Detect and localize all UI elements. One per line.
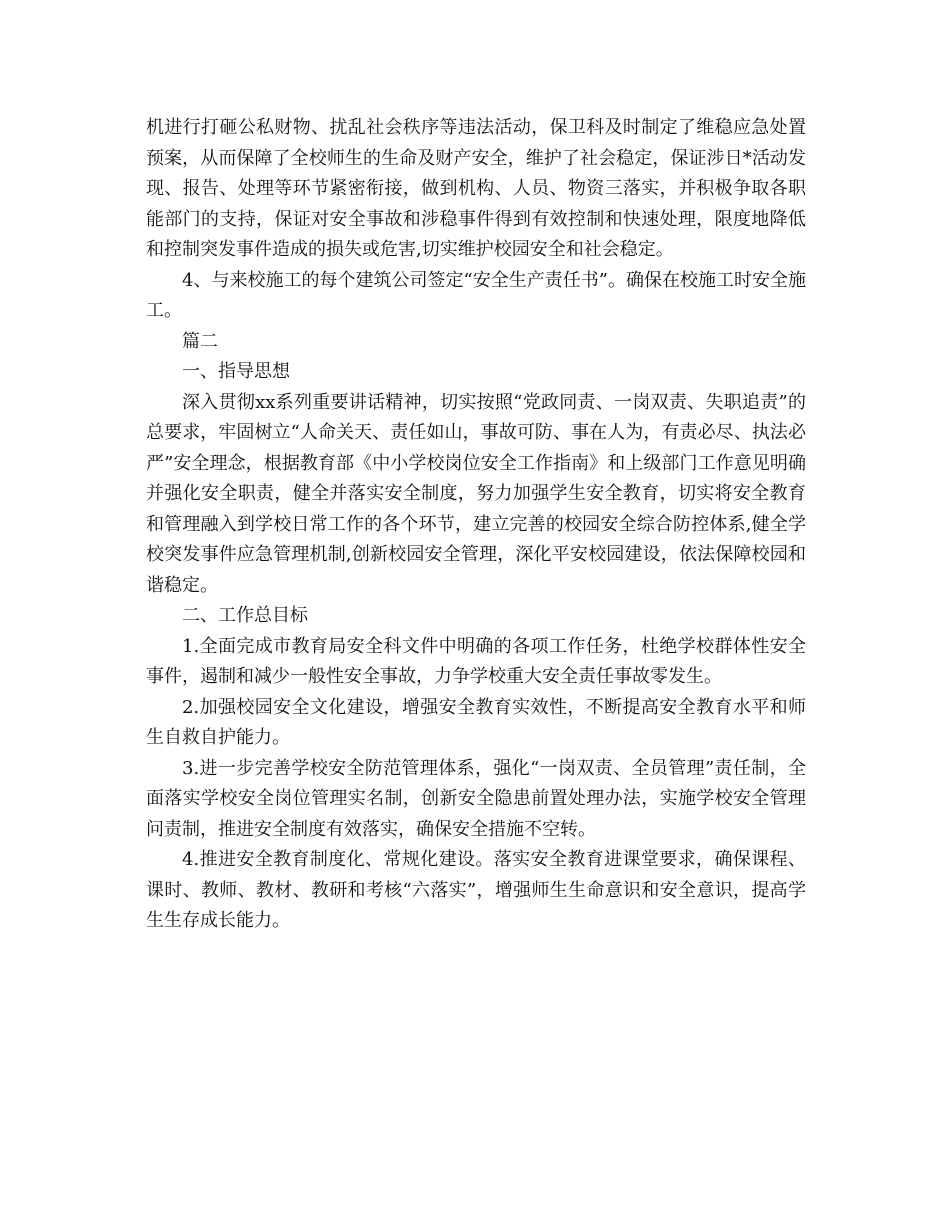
paragraph-goal-4: 4.推进安全教育制度化、常规化建设。落实安全教育进课堂要求，确保课程、课时、教师、教材、教研和考核“六落实”，增强师生生命意识和安全意识，提高学生生存成长能力。 [146,849,806,931]
paragraph-goal-1: 1.全面完成市教育局安全科文件中明确的各项工作任务，杜绝学校群体性安全事件，遏制和减少一般性安全事故，力争学校重大安全责任事故零发生。 [146,635,806,687]
section-heading-overall-goals: 二、工作总目标 [182,605,308,626]
paragraph-goal-3: 3.进一步完善学校安全防范管理体系，强化“一岗双责、全员管理”责任制，全面落实学校安全岗位管理实名制，创新安全隐患前置处理办法，实施学校安全管理问责制，推进安全制度有效落实，确保安全措施不空转。 [146,757,806,840]
document-body [146,113,806,937]
paragraph-continuation: 机进行打砸公私财物、扰乱社会秩序等违法活动，保卫科及时制定了维稳应急处置预案，从而保障了全校师生的生命及财产安全，维护了社会稳定，保证涉日*活动发现、报告、处理等环节紧密衔接，做到机构、人员、物资三落实，并积极争取各职能部门的支持，保证对安全事故和涉稳事件得到有效控制和快速处理，限度地降低和控制突发事件造成的损失或危害,切实维护校园安全和社会稳定。 [146,117,806,260]
section-heading-guiding-ideology: 一、指导思想 [182,361,290,382]
paragraph-item-4-contract: 4、与来校施工的每个建筑公司签定“安全生产责任书”。确保在校施工时安全施工。 [146,269,806,321]
paragraph-goal-2: 2.加强校园安全文化建设，增强安全教育实效性，不断提高安全教育水平和师生自救自护能力。 [146,696,806,748]
paragraph-guiding-ideology: 深入贯彻xx系列重要讲话精神，切实按照“党政同责、一岗双责、失职追责”的总要求，牢固树立“人命关天、责任如山，事故可防、事在人为，有责必尽、执法必严”安全理念，根据教育部《中小学校岗位安全工作指南》和上级部门工作意见明确并强化安全职责，健全并落实安全制度，努力加强学生安全教育，切实将安全教育和管理融入到学校日常工作的各个环节，建立完善的校园安全综合防控体系,健全学校突发事件应急管理机制,创新校园安全管理，深化平安校园建设，依法保障校园和谐稳定。 [146,391,806,596]
section-heading-part-two: 篇二 [182,330,218,352]
